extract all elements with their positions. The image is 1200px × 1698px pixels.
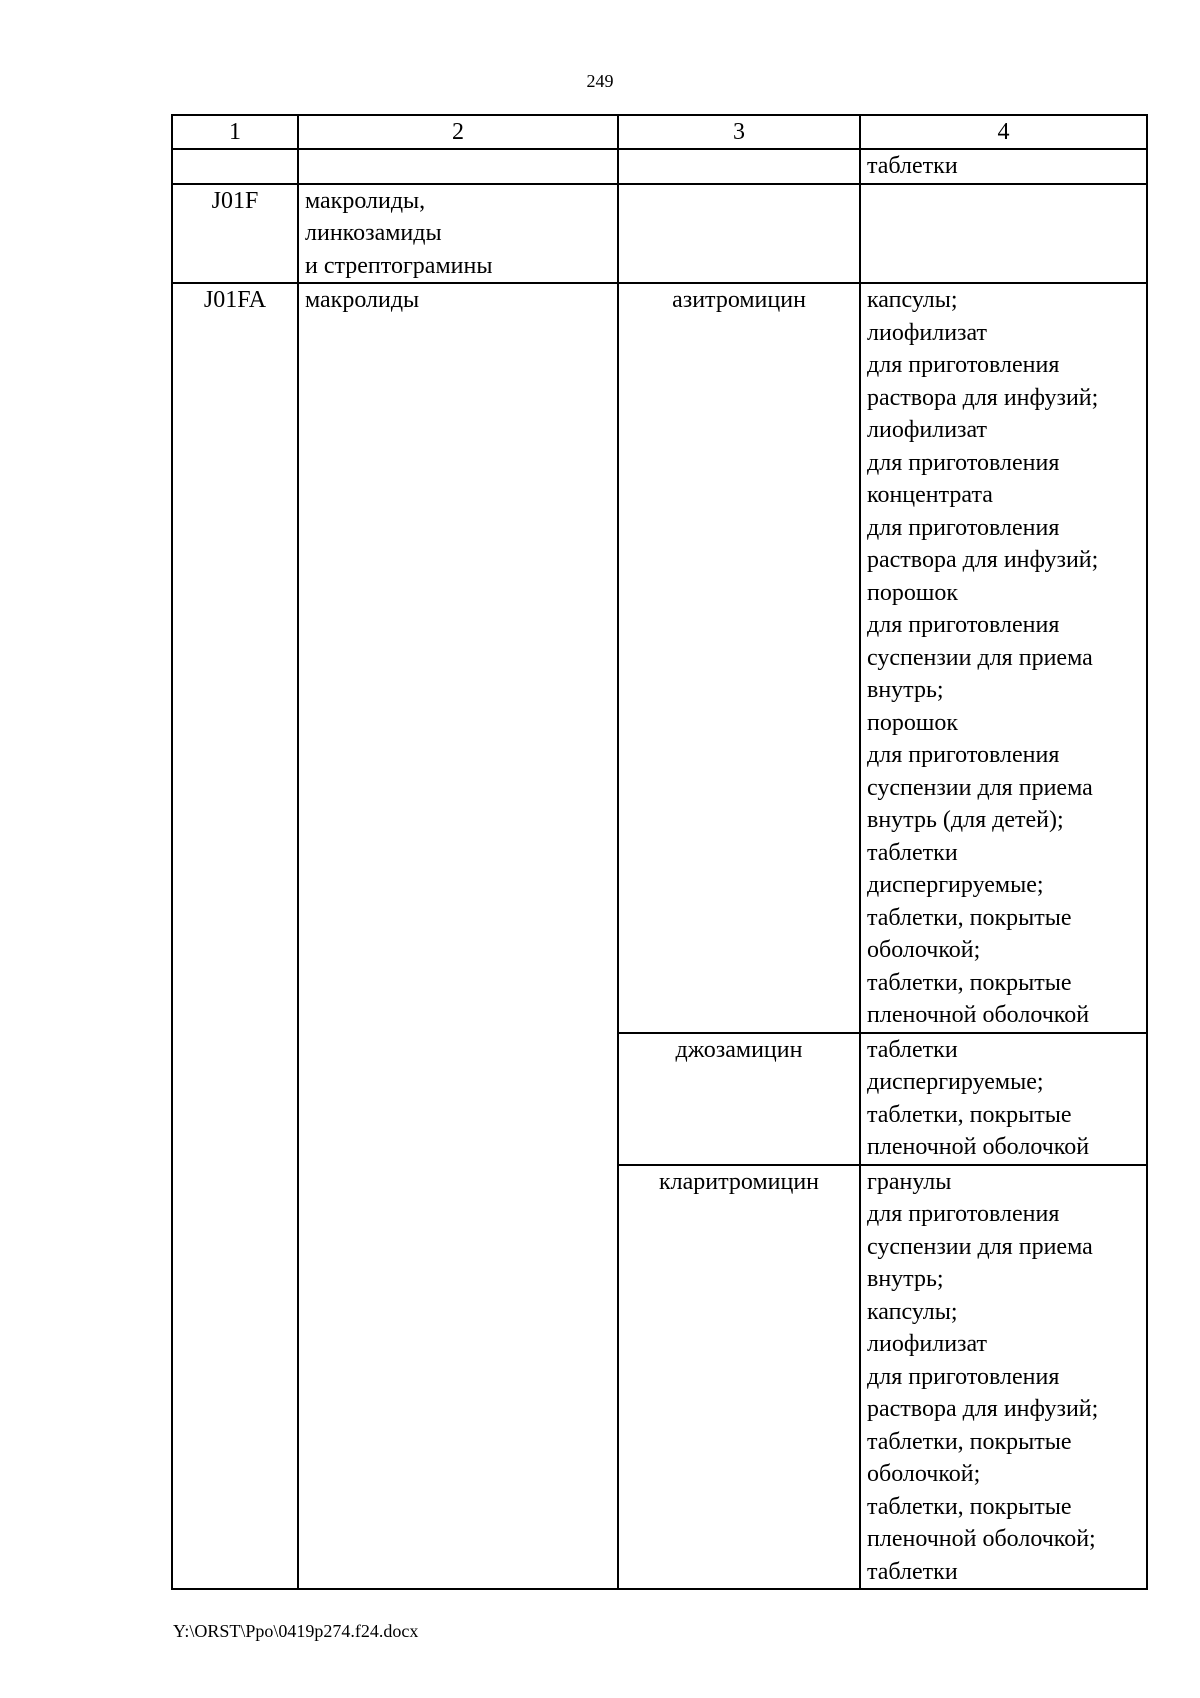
- dosage-form-line: для приготовления: [867, 742, 1060, 768]
- group-name-cell: [298, 184, 618, 284]
- dosage-forms-cell: [860, 1033, 1147, 1165]
- dosage-form-line: внутрь (для детей);: [867, 807, 1064, 833]
- dosage-form-line: суспензии для приема: [867, 1233, 1093, 1260]
- dosage-form-line: пленочной оболочкой: [867, 1134, 1090, 1160]
- group-name-line: макролиды: [305, 287, 420, 313]
- dosage-form-line: для приготовления: [867, 352, 1060, 378]
- dosage-forms-cell: [860, 184, 1147, 284]
- dosage-form-line: таблетки, покрытые: [867, 1101, 1072, 1128]
- drug-name-cell: кларитромицин: [618, 1165, 860, 1590]
- dosage-form-line: лиофилизат: [867, 1331, 988, 1357]
- dosage-form-line: гранулы: [867, 1168, 952, 1195]
- group-name-line: и стрептограмины: [305, 252, 493, 279]
- dosage-form-line: оболочкой;: [867, 937, 981, 963]
- dosage-form-line: капсулы;: [867, 287, 958, 313]
- dosage-form-line: для приготовления: [867, 1363, 1060, 1390]
- dosage-form-line: раствора для инфузий;: [867, 384, 1099, 411]
- dosage-form-line: таблетки, покрытые: [867, 1428, 1072, 1455]
- table-row-continuation: [172, 149, 1147, 184]
- dosage-form-line: пленочной оболочкой: [867, 1002, 1090, 1028]
- group-name-line: макролиды,: [305, 187, 426, 214]
- group-name-cell: [298, 283, 618, 1589]
- dosage-form-line: капсулы;: [867, 1298, 958, 1325]
- dosage-form-line: пленочной оболочкой;: [867, 1526, 1096, 1552]
- dosage-form-line: диспергируемые;: [867, 1069, 1044, 1095]
- dosage-form-line: таблетки: [867, 153, 958, 179]
- column-header-3: 3: [618, 115, 860, 149]
- table-row-j01fa-azithromycin: [172, 283, 1147, 1033]
- dosage-form-line: таблетки: [867, 1558, 958, 1585]
- drug-name-cell: азитромицин: [618, 283, 860, 1033]
- column-header-1: 1: [172, 115, 298, 149]
- dosage-form-line: оболочкой;: [867, 1461, 981, 1487]
- dosage-form-line: раствора для инфузий;: [867, 1396, 1099, 1422]
- drug-name-cell: джозамицин: [618, 1033, 860, 1165]
- dosage-form-line: таблетки, покрытые: [867, 904, 1072, 931]
- dosage-form-line: таблетки: [867, 839, 958, 866]
- document-file-path: Y:\ORST\Ppo\0419p274.f24.docx: [173, 1621, 419, 1641]
- table-row-j01f: [172, 184, 1147, 284]
- dosage-forms-cell: [860, 283, 1147, 1033]
- dosage-form-line: таблетки, покрытые: [867, 1493, 1072, 1520]
- group-name-line: линкозамиды: [305, 220, 442, 246]
- dosage-form-line: таблетки: [867, 1036, 958, 1063]
- dosage-form-line: для приготовления: [867, 514, 1060, 541]
- page-number: 249: [586, 71, 614, 91]
- dosage-form-line: таблетки, покрытые: [867, 969, 1072, 996]
- dosage-form-line: порошок: [867, 709, 958, 736]
- group-name-cell: [298, 149, 618, 184]
- dosage-form-line: для приготовления: [867, 1201, 1060, 1227]
- column-header-4: 4: [860, 115, 1147, 149]
- dosage-forms-cell: [860, 1165, 1147, 1590]
- dosage-form-line: суспензии для приема: [867, 774, 1093, 801]
- dosage-form-line: внутрь;: [867, 677, 944, 703]
- dosage-form-line: порошок: [867, 579, 958, 606]
- drug-name-cell: [618, 184, 860, 284]
- dosage-form-line: раствора для инфузий;: [867, 547, 1099, 573]
- atc-code-cell: [172, 149, 298, 184]
- column-header-2: 2: [298, 115, 618, 149]
- dosage-form-line: концентрата: [867, 482, 993, 508]
- dosage-form-line: для приготовления: [867, 449, 1060, 476]
- dosage-form-line: для приготовления: [867, 612, 1060, 638]
- dosage-form-line: лиофилизат: [867, 319, 988, 346]
- atc-code-cell: J01FA: [172, 283, 298, 1589]
- drug-name-cell: [618, 149, 860, 184]
- dosage-form-line: внутрь;: [867, 1266, 944, 1292]
- dosage-form-line: суспензии для приема: [867, 644, 1093, 671]
- table-header-row: [172, 115, 1147, 149]
- dosage-form-line: диспергируемые;: [867, 872, 1044, 898]
- dosage-forms-cell: [860, 149, 1147, 184]
- atc-code-cell: J01F: [172, 184, 298, 284]
- dosage-form-line: лиофилизат: [867, 417, 988, 443]
- drug-table: [171, 114, 1148, 1590]
